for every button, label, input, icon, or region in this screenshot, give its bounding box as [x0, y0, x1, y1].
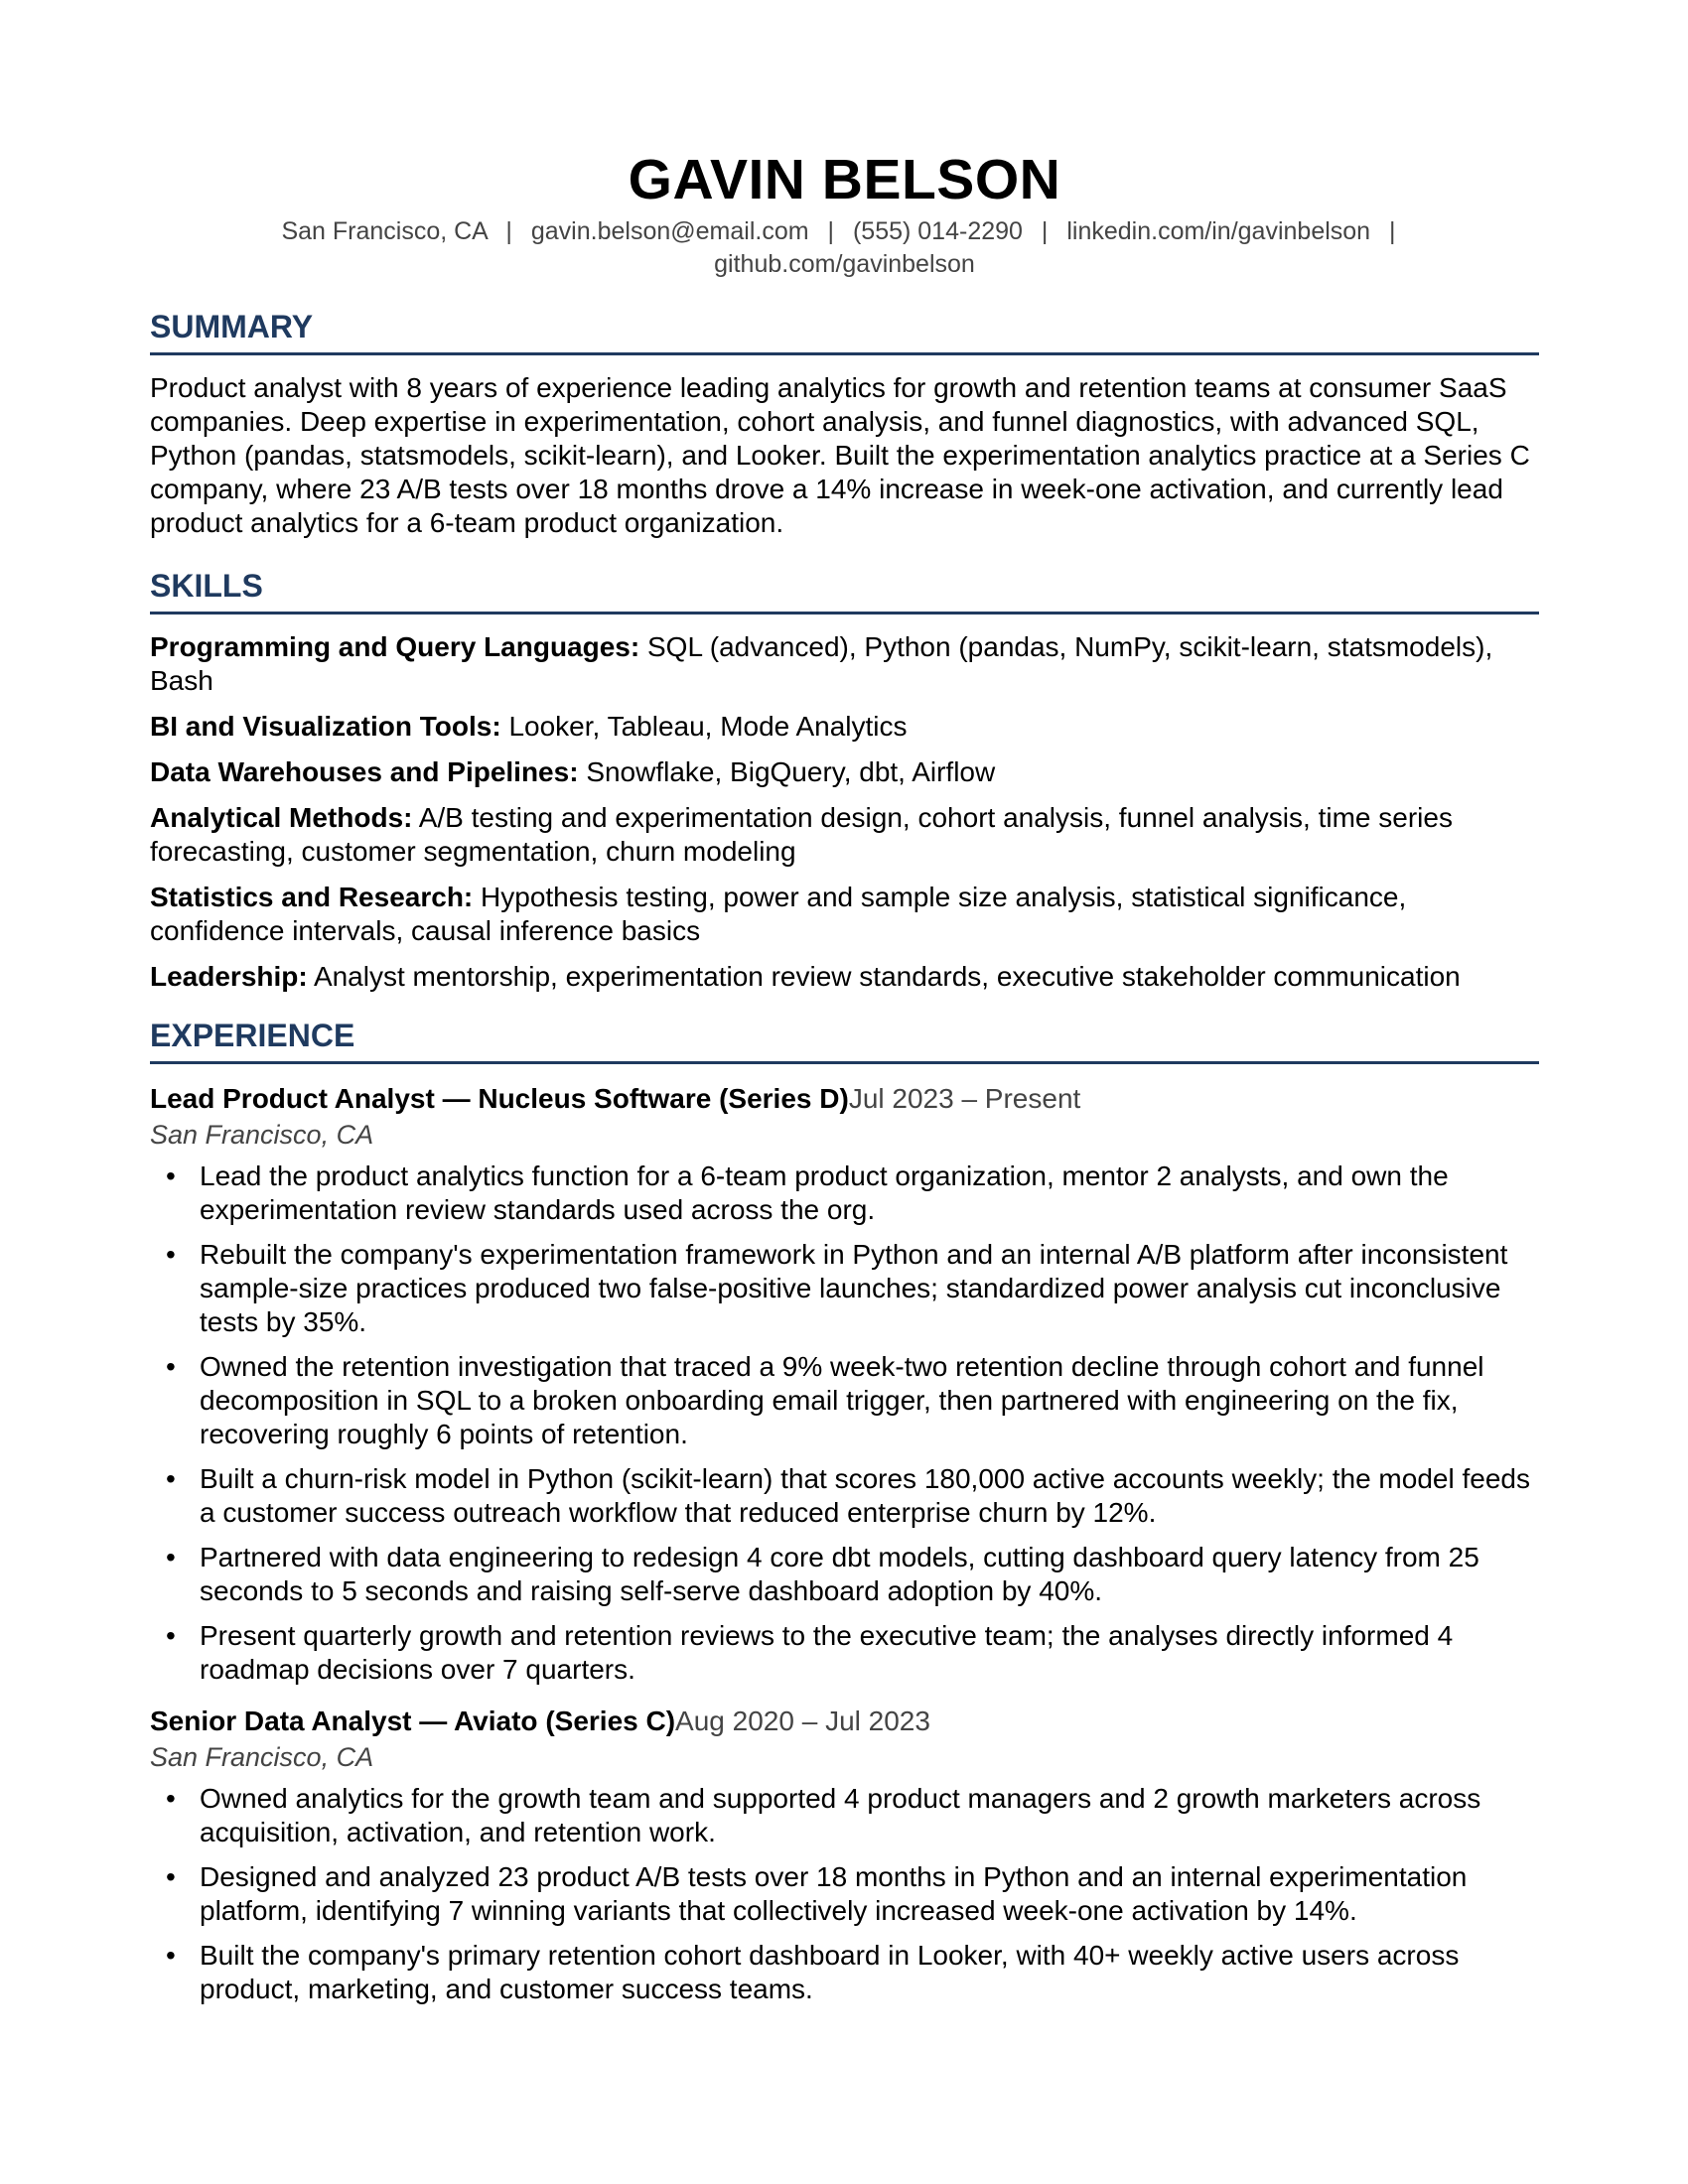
- job-bullet: [150, 1782, 1539, 1849]
- contact-linkedin[interactable]: linkedin.com/in/gavinbelson: [1066, 217, 1371, 245]
- job-bullets: [150, 1782, 1539, 2006]
- bullet-text: Owned analytics for the growth team and supported 4 product managers and 2 growth marketers across acquisition, activation, and retention work.: [200, 1783, 1481, 1847]
- skill-item: [150, 630, 1539, 698]
- skill-label: Analytical Methods:: [150, 802, 413, 833]
- bullet-text: Built the company's primary retention cohort dashboard in Looker, with 40+ weekly active users across product, marketing, and customer success teams.: [200, 1940, 1460, 2004]
- bullet-dot: •: [166, 1160, 176, 1191]
- skill-value: Analyst mentorship, experimentation review standards, executive stakeholder communication: [313, 961, 1461, 992]
- bullet-text: Lead the product analytics function for a 6-team product organization, mentor 2 analysts, and own the experimentation review standards used across the org.: [200, 1160, 1449, 1225]
- job-bullet: [150, 1619, 1539, 1687]
- bullet-dot: •: [166, 1861, 176, 1892]
- contact-github[interactable]: github.com/gavinbelson: [714, 250, 975, 278]
- contact-separator: |: [505, 217, 512, 245]
- skill-label: Leadership:: [150, 961, 308, 992]
- bullet-dot: •: [166, 1463, 176, 1494]
- bullet-dot: •: [166, 1239, 176, 1270]
- bullet-text: Rebuilt the company's experimentation framework in Python and an internal A/B platform after inconsistent sample-size practices produced two false-positive launches; standardized power analysis cut inconclusive tests by 35%.: [200, 1239, 1508, 1337]
- contact-separator: |: [1041, 217, 1049, 245]
- skill-item: [150, 710, 1539, 744]
- job-bullet: [150, 1160, 1539, 1227]
- section-title-skills: SKILLS: [150, 566, 1539, 614]
- skill-item: [150, 881, 1539, 948]
- skill-label: Data Warehouses and Pipelines:: [150, 756, 579, 787]
- bullet-text: Present quarterly growth and retention reviews to the executive team; the analyses directly informed 4 roadmap decisions over 7 quarters.: [200, 1620, 1454, 1685]
- job-bullet: [150, 1238, 1539, 1339]
- candidate-name: GAVIN BELSON: [628, 148, 1061, 211]
- skill-value: Snowflake, BigQuery, dbt, Airflow: [586, 756, 996, 787]
- job-entry: [150, 1082, 1539, 1687]
- contact-separator: |: [827, 217, 835, 245]
- bullet-text: Built a churn-risk model in Python (scikit-learn) that scores 180,000 active accounts weekly; the model feeds a customer success outreach workflow that reduced enterprise churn by 12%.: [200, 1463, 1530, 1528]
- bullet-dot: •: [166, 1783, 176, 1814]
- contact-location: San Francisco, CA: [281, 217, 488, 245]
- contact-separator: |: [1389, 217, 1396, 245]
- job-bullet: [150, 1541, 1539, 1608]
- skill-item: [150, 801, 1539, 869]
- bullet-dot: •: [166, 1620, 176, 1651]
- skill-label: Statistics and Research:: [150, 882, 474, 912]
- job-location: San Francisco, CA: [150, 1120, 374, 1150]
- job-bullet: [150, 1939, 1539, 2006]
- contact-line: [150, 215, 1539, 281]
- skill-item: [150, 960, 1539, 994]
- skills-section: [150, 566, 1539, 994]
- bullet-text: Partnered with data engineering to redesign 4 core dbt models, cutting dashboard query latency from 25 seconds to 5 seconds and raising self-serve dashboard adoption by 40%.: [200, 1542, 1479, 1606]
- job-title: Senior Data Analyst — Aviato (Series C): [150, 1706, 676, 1736]
- skill-value: Looker, Tableau, Mode Analytics: [508, 711, 908, 742]
- summary-section: [150, 307, 1539, 540]
- job-dates: Jul 2023 – Present: [848, 1083, 1081, 1114]
- bullet-text: Designed and analyzed 23 product A/B tests over 18 months in Python and an internal experimentation platform, identifying 7 winning variants that collectively increased week-one activation by 14%.: [200, 1861, 1468, 1926]
- skill-label: BI and Visualization Tools:: [150, 711, 501, 742]
- bullet-dot: •: [166, 1351, 176, 1382]
- job-header: [150, 1082, 1539, 1116]
- contact-phone: (555) 014-2290: [852, 217, 1023, 245]
- contact-email[interactable]: gavin.belson@email.com: [530, 217, 809, 245]
- bullet-dot: •: [166, 1542, 176, 1572]
- skill-label: Programming and Query Languages:: [150, 631, 640, 662]
- section-title-experience: EXPERIENCE: [150, 1016, 1539, 1064]
- skill-value: SQL (advanced), Python (pandas, NumPy, scikit-learn, statsmodels), Bash: [150, 631, 1493, 696]
- experience-section: [150, 1016, 1539, 2006]
- job-location: San Francisco, CA: [150, 1742, 374, 1772]
- summary-text: Product analyst with 8 years of experience leading analytics for growth and retention teams at consumer SaaS companies. Deep expertise in experimentation, cohort analysis, and funnel diagnostics, with advanced SQL, Python (pandas, statsmodels, scikit-learn), and Looker. Built the experimentation analytics practice at a Series C company, where 23 A/B tests over 18 months drove a 14% increase in week-one activation, and currently lead product analytics for a 6-team product organization.: [150, 372, 1530, 538]
- job-title: Lead Product Analyst — Nucleus Software (Series D): [150, 1083, 849, 1114]
- job-bullet: [150, 1860, 1539, 1928]
- skill-value: A/B testing and experimentation design, cohort analysis, funnel analysis, time series forecasting, customer segmentation, churn modeling: [150, 802, 1453, 867]
- job-header: [150, 1705, 1539, 1738]
- job-dates: Aug 2020 – Jul 2023: [675, 1706, 930, 1736]
- job-entry: [150, 1705, 1539, 2006]
- skill-item: [150, 755, 1539, 789]
- job-bullets: [150, 1160, 1539, 1687]
- skill-value: Hypothesis testing, power and sample size analysis, statistical significance, confidence intervals, causal inference basics: [150, 882, 1407, 946]
- job-bullet: [150, 1350, 1539, 1451]
- job-bullet: [150, 1462, 1539, 1530]
- section-title-summary: SUMMARY: [150, 307, 1539, 355]
- bullet-text: Owned the retention investigation that traced a 9% week-two retention decline through cohort and funnel decomposition in SQL to a broken onboarding email trigger, then partnered with engineering on the fix, recovering roughly 6 points of retention.: [200, 1351, 1484, 1449]
- bullet-dot: •: [166, 1940, 176, 1971]
